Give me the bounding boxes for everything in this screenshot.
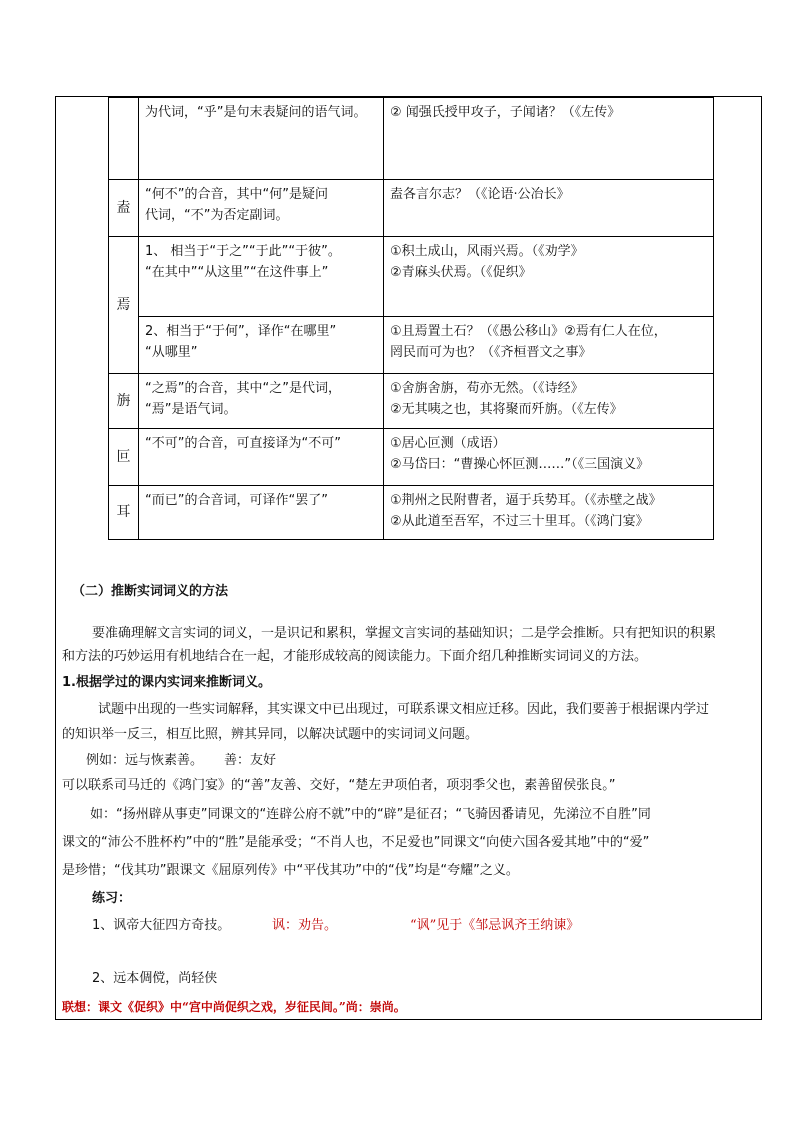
glossary-row [109,237,714,317]
glossary-row [109,374,714,429]
intro-line-2: 和方法的巧妙运用有机地结合在一起，才能形成较高的阅读能力。下面介绍几种推断实词词义的方法。 [62,649,648,664]
practice-2: 2、远本倜傥，尚轻侠 [92,971,218,986]
example-line: ②无其咦之也，其将聚而歼旃。（《左传》 [390,402,623,417]
meaning-line: “不可”的合音，可直接译为“不可” [145,436,341,451]
meaning-line: “何不”的合音，其中“何”是疑问 [145,187,328,202]
glossary-meaning [139,98,384,180]
example-2-line-3: 是珍惜；“伐其功”跟课文《屈原列传》中“平伐其功”中的“伐”均是“夸耀”之义。 [62,863,519,878]
example-line: ②青麻头伏焉。（《促织》 [390,265,532,280]
example-line: ②马岱曰：“曹操心怀叵测……”（《三国演义》 [390,457,650,472]
section-title: （二）推断实词词义的方法 [72,584,229,599]
practice-1-answer: 讽：劝告。 [272,918,338,933]
glossary-char: 叵 [109,429,139,486]
practice-1-source: “讽”见于《邹忌讽齐王纳谏》 [410,918,580,933]
glossary-meaning [139,429,384,486]
glossary-examples [384,237,714,317]
glossary-char: 旃 [109,374,139,429]
meaning-line: “从哪里” [145,345,198,360]
example-line: ②从此道至吾军，不过三十里耳。（《鸿门宴》 [390,514,649,529]
meaning-line: “在其中”“从这里”“在这件事上” [145,265,329,280]
intro-line-1: 要准确理解文言实词的词义，一是识记和累积，掌握文言实词的基础知识；二是学会推断。只有把知识的积累 [92,626,717,641]
example-line: 盍各言尔志？（《论语·公冶长》 [390,187,570,202]
glossary-char: 焉 [109,237,139,374]
example-line: ①且焉置土石？（《愚公移山》②焉有仁人在位， [390,324,667,339]
example-2-line-1: 如：“扬州辟从事吏”同课文的“连辟公府不就”中的“辟”是征召；“飞骑因番请见，先涕泣不自胜”同 [90,807,651,822]
glossary-examples [384,374,714,429]
meaning-line: “之焉”的合音，其中“之”是代词， [145,381,341,396]
practice-1: 1、讽帝大征四方奇技。 [92,918,231,933]
example-line: ② 闻强氏授甲攻子，子闻诸？（《左传》 [390,105,621,120]
practice-2-hint: 联想：课文《促织》中“宫中尚促织之戏，岁征民间。”尚：崇尚。 [62,1000,406,1014]
example-line: 罔民而可为也？（《齐桓晋文之事》 [390,345,592,360]
glossary-row [109,486,714,540]
glossary-examples [384,317,714,374]
glossary-row [109,429,714,486]
example-line: ①舍旃舍旃，苟亦无然。（《诗经》 [390,381,584,396]
glossary-examples [384,98,714,180]
meaning-line: 2、相当于“于何”，译作“在哪里” [145,324,337,339]
meaning-line: “焉”是语气词。 [145,402,237,417]
example-line: ①积土成山，风雨兴焉。（《劝学》 [390,244,584,259]
glossary-meaning [139,180,384,237]
glossary-row [109,317,714,374]
example-line: ①荆州之民附曹者，逼于兵势耳。（《赤壁之战》 [390,493,662,508]
method-1-para-2: 的知识举一反三，相互比照，辨其异同，以解决试题中的实词词义问题。 [62,727,479,742]
glossary-examples [384,429,714,486]
example-gloss: 善：友好 [224,753,277,768]
glossary-row [109,180,714,237]
meaning-line: 1、 相当于“于之”“于此”“于彼”。 [145,244,341,259]
glossary-meaning [139,486,384,540]
meaning-line: “而已”的合音词，可译作“罢了” [145,493,328,508]
example-2-line-2: 课文的“沛公不胜杯杓”中的“胜”是能承受；“不肖人也，不足爱也”同课文“向使六国各爱其地”中的“爱” [62,835,650,850]
meaning-line: 代词，“不”为否定副词。 [145,208,289,223]
glossary-char [109,98,139,180]
method-1-heading: 1.根据学过的课内实词来推断词义。 [62,675,271,690]
method-1-para-1: 试题中出现的一些实词解释，其实课文中已出现过，可联系课文相应迁移。因此，我们要善于根据课内学过 [98,702,710,717]
glossary-meaning [139,374,384,429]
glossary-meaning [139,237,384,317]
glossary-examples [384,486,714,540]
glossary-examples [384,180,714,237]
glossary-char: 耳 [109,486,139,540]
example-line: ①居心叵测（成语） [390,436,506,451]
glossary-meaning [139,317,384,374]
glossary-table [108,97,714,540]
glossary-char: 盍 [109,180,139,237]
example-label: 例如：远与恢素善。 [86,753,204,768]
glossary-row [109,98,714,180]
example-explanation: 可以联系司马迁的《鸿门宴》的“善”友善、交好，“楚左尹项伯者，项羽季父也，素善留侯张良。” [62,778,616,793]
meaning-line: 为代词，“乎”是句末表疑问的语气词。 [145,105,367,120]
practice-label: 练习： [92,891,132,906]
